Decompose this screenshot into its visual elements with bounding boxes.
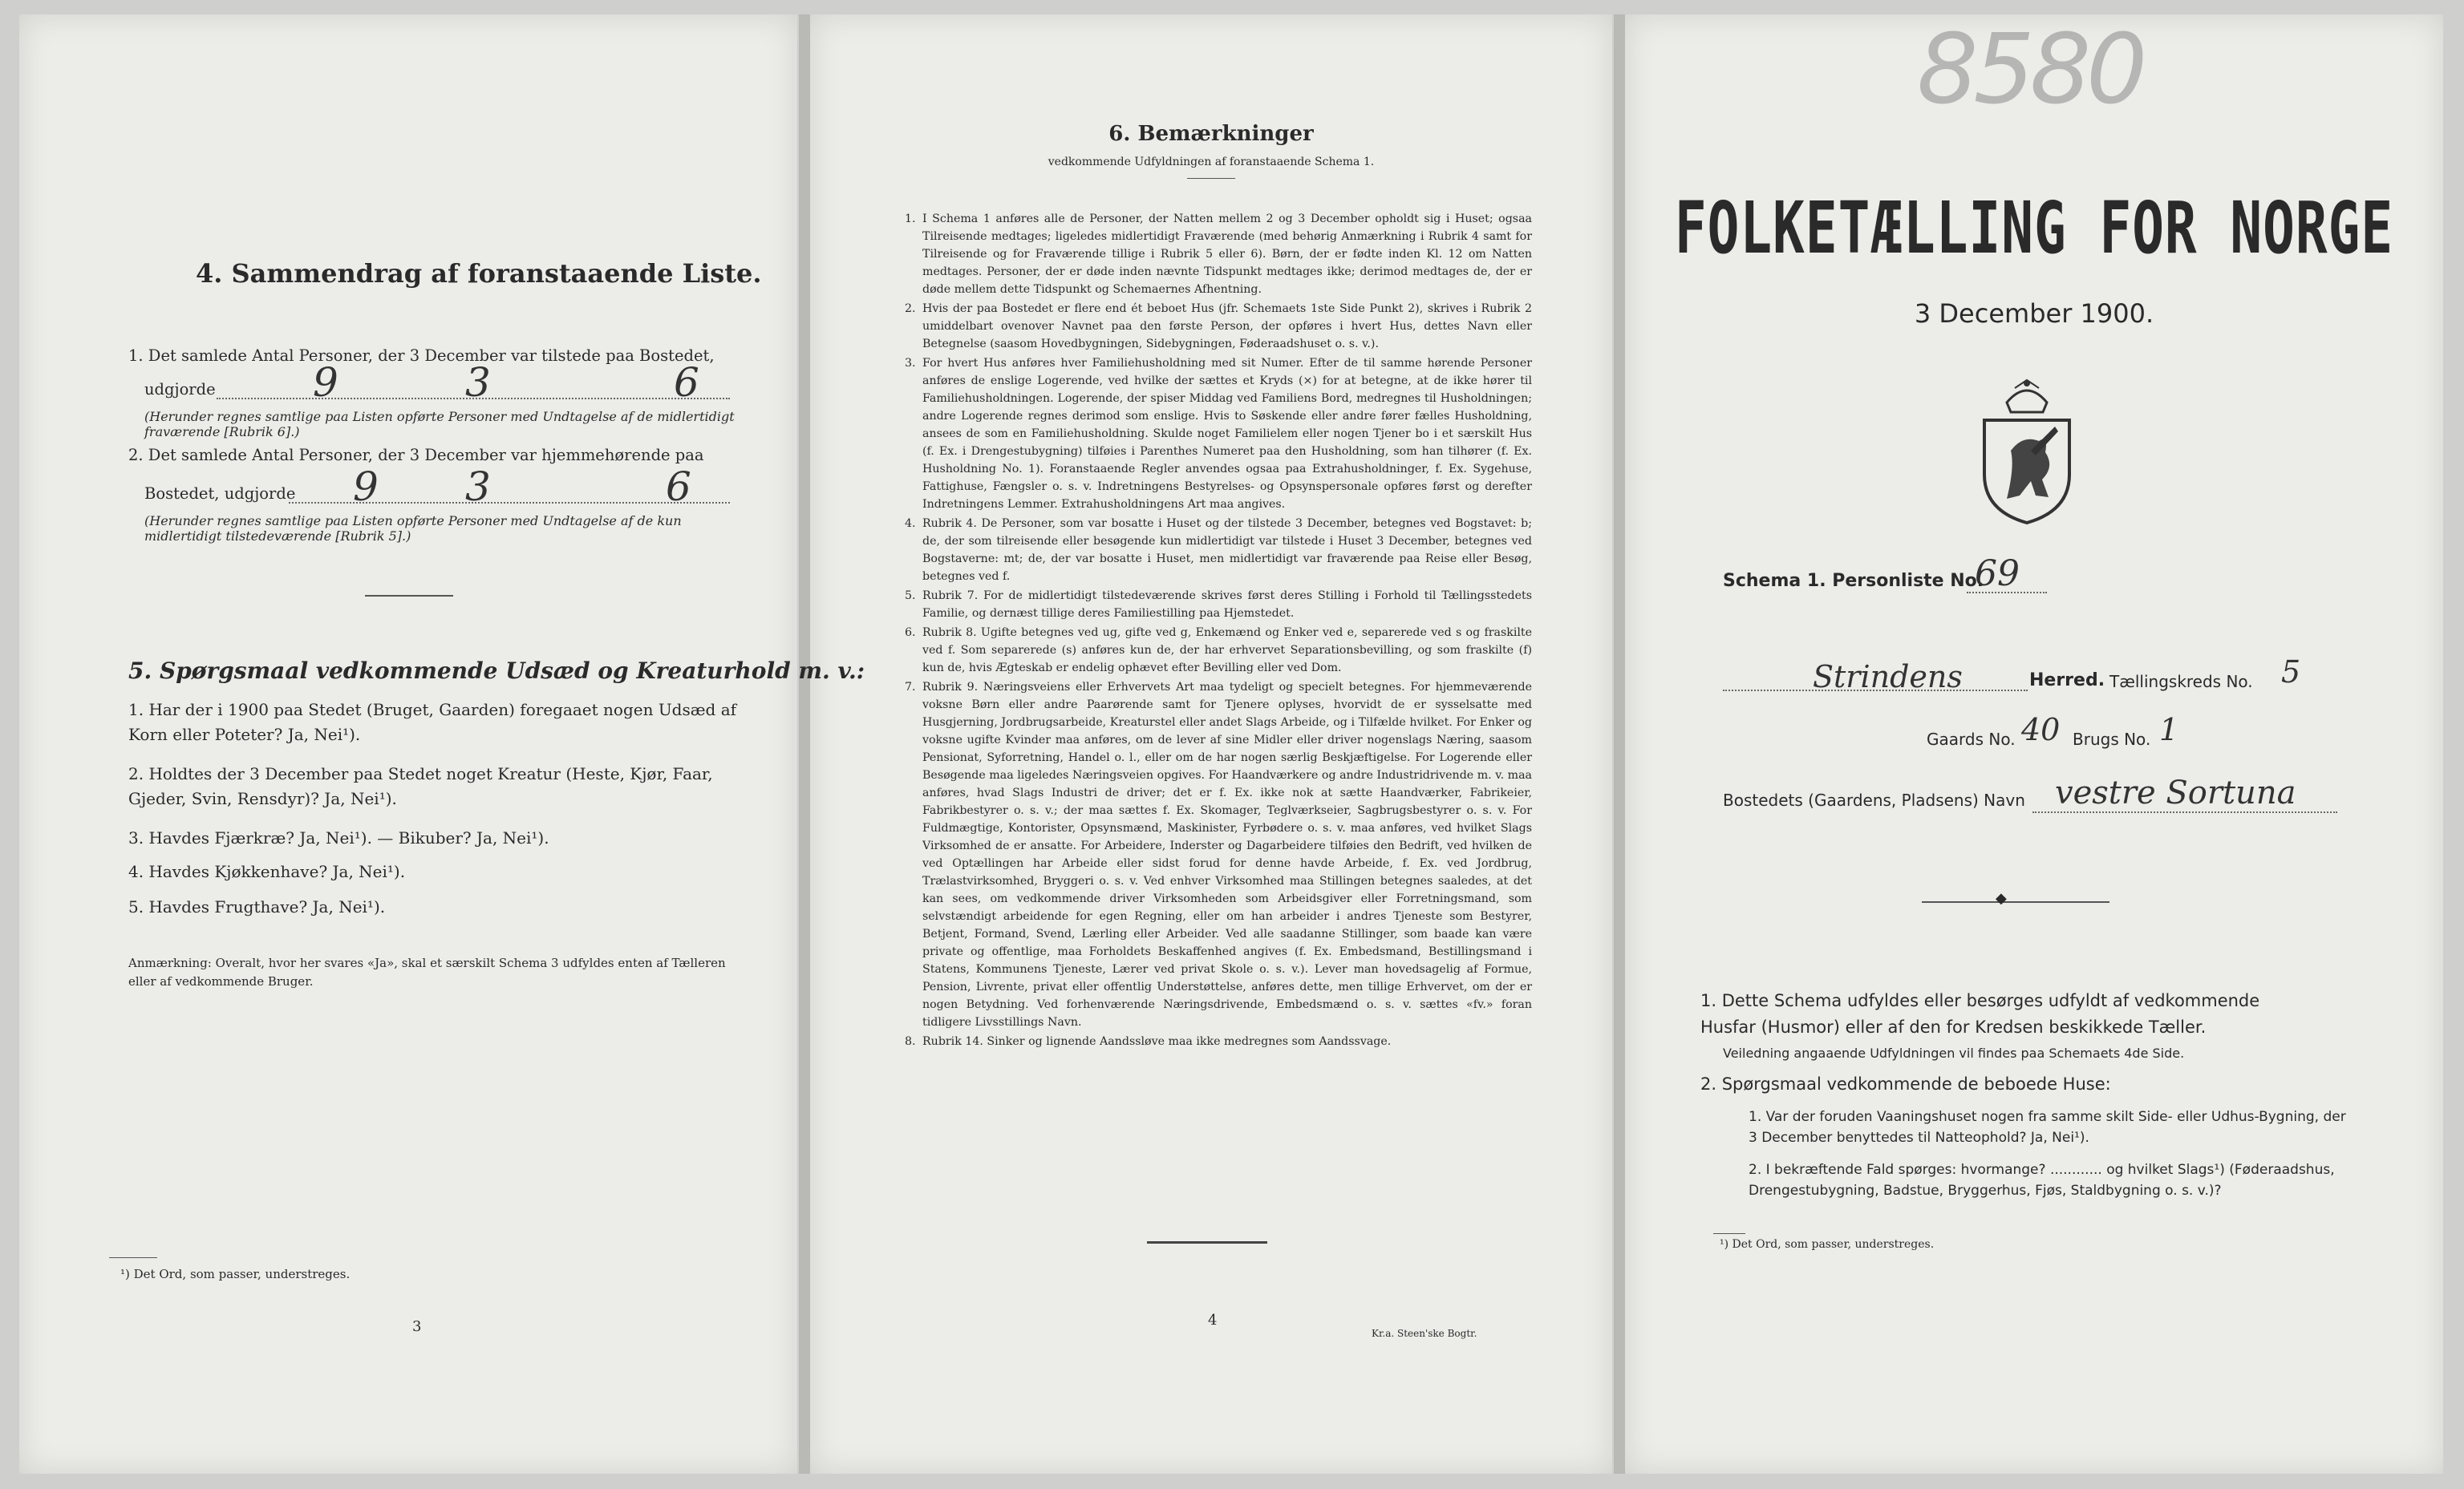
page-gutter	[799, 14, 810, 1474]
remark-item-6: 6. Rubrik 8. Ugifte betegnes ved ug, gifte ved g, Enkemænd og Enker ved e, separerede ved s og fraskilte ved f. Som separerede (s) anføres kun de, der har erhvervet Separationsbevilling, og som fraskilte (f) kun de, hvis Ægteskab er endelig ophævet efter Bevilling eller ved Dom.	[905, 626, 1532, 674]
page-number-3: 3	[412, 1318, 422, 1335]
instruction-2: 2. Spørgsmaal vedkommende de beboede Huse:	[1700, 1074, 2111, 1094]
brugs-value: 1	[2159, 712, 2179, 747]
page1-footnote-rule	[1713, 1233, 1745, 1234]
remark: Anmærkning: Overalt, hvor her svares «Ja», skal et særskilt Schema 3 udfyldes enten af Tælleren eller af vedkommende Bruger.	[128, 956, 726, 989]
page1-rule-right	[2021, 901, 2109, 903]
remark-item-1: 1. I Schema 1 anføres alle de Personer, der Natten mellem 2 og 3 December opholdt sig i Huset; ogsaa Tilreisende medtages; ligeledes midlertidigt Fraværende (med behørig Anmærkning i Rubrik 4 samt for Tilreisende og for Fraværende tillige i Rubrik 5 eller 6). Børn, der er fødte inden Kl. 12 om Natten medtages. Personer, der er døde inden nævnte Tidspunkt medtages ikke; derimod medtages de, der er døde mellem dette Tidspunkt og Schemaernes Afhentning.	[905, 212, 1532, 296]
herred-value: Strindens	[1813, 659, 1963, 694]
herred-label: Herred.	[2029, 670, 2105, 690]
question-5: 5. Havdes Frugthave? Ja, Nei¹).	[128, 897, 386, 916]
register-number: 8580	[1917, 14, 2143, 126]
item2-line-a: 2. Det samlede Antal Personer, der 3 December var hjemmehørende paa	[128, 446, 704, 464]
separator-rule	[365, 595, 453, 597]
printer-mark: Kr.a. Steen'ske Bogtr.	[1372, 1328, 1477, 1339]
question-3: 3. Havdes Fjærkræ? Ja, Nei¹). — Bikuber? Ja, Nei¹).	[128, 828, 549, 848]
item1-line-b: udgjorde	[144, 380, 216, 399]
item1-value-2: 3	[465, 359, 491, 406]
remark-item-3: 3. For hvert Hus anføres hver Familiehusholdning med sit Numer. Efter de til samme hørende Personer anføres de enslige Logerende, ved hvilke der sættes et Kryds (×) for at betegne, at de ikke hører til Familiehusholdningen. Logerende, der spiser Middag ved Familiens Bord, medregnes til Husholdningen; andre Logerende regnes derimod som enslige. Hvis to Søskende eller andre fører fælles Husholdning, ansees de som en Familiehusholdning. Skulde noget Familielem eller nogen Tjener bo i et særskilt Hus (f. Ex. i Drengestubygning) tilføies i Parenthes Numeret paa den Husholdning, som han tilhører (f. Ex. Husholdning No. 1). Foranstaaende Regler anvendes ogsaa paa Extrahusholdninger, f. Ex. Sygehuse, Fattighuse, Fængsler o. s. v. Indretningens Bestyrelses- og Opsynspersonale opføres først og derefter Indretningens Lemmer. Extrahusholdningens Art maa angives.	[905, 357, 1532, 511]
section-4-heading: 4. Sammendrag af foranstaaende Liste.	[196, 258, 762, 289]
item1-line-a: 1. Det samlede Antal Personer, der 3 December var tilstede paa Bostedet,	[128, 346, 715, 365]
page-number-4: 4	[1208, 1312, 1218, 1329]
footnote: ¹) Det Ord, som passer, understreges.	[120, 1267, 351, 1281]
end-rule	[1147, 1241, 1267, 1244]
remark-item-7: 7. Rubrik 9. Næringsveiens eller Erhvervets Art maa tydeligt og specielt betegnes. For hjemmeværende voksne Børn eller andre Paarørende samt for Tjenere oplyses, hvorvidt de er sysselsatte med Husgjerning, Jordbrugsarbeide, Kreaturstel eller andet Slags Arbeide, og i Tilfælde hvilket. For Enker og voksne ugifte Kvinder maa anføres, om de lever af sine Midler eller driver nogenslags Næring, saasom Pensionat, Syforretning, Handel o. l., eller om de har nogen særlig Beskjæftigelse. For Logerende eller Besøgende maa ligeledes Næringsveien opgives. For Haandværkere og andre Industridrivende m. v. maa anføres, hvad Slags Industri de driver; det er f. Ex. ikke nok at sætte Haandværker, Fabrikeier, Fabrikbestyrer o. s. v.; der maa sættes f. Ex. Skomager, Teglværkseier, Sagbrugsbestyrer o. s. v. For Fuldmægtige, Kontorister, Opsynsmænd, Maskinister, Fyrbødere o. s. v. maa anføres, ved hvilket Slags Virksomhed de er ansatte. For Arbeidere, Inderster og Dagarbeidere tilføies den Bedrift, ved hvilken de ved Optællingen har Arbeide eller sidst forud for denne havde Arbeide, f. Ex. ved Jordbrug, Trælastvirksomhed, Bryggeri o. s. v. Ved enhver Virksomhed maa Stillingen betegnes saaledes, at det kan sees, om vedkommende driver Virksomheden som Arbeidsgiver eller Forretningsmand, som selvstændigt arbeidende for egen Regning, eller om han arbeider i andres Tjeneste som Bestyrer, Betjent, Formand, Svend, Lærling eller Arbeider. Ved alle saadanne Stillinger, som baade kan være private og offentlige, maa Forholdets Beskaffenhed angives (f. Ex. Embedsmand, Bestillingsmand i Statens, Kommunens Tjeneste, Lærer ved privat Skole o. s. v.). Lever man hovedsagelig af Formue, Pension, Livrente, privat eller offentlig Understøttelse, anføres dette, men tillige Erhvervet, om der er nogen Betydning. Ved forhenværende Næringsdrivende, Embedsmænd o. s. v. sættes «fv.» foran tidligere Livsstillings Navn.	[905, 681, 1532, 1029]
bosted-fill-line	[2032, 811, 2337, 813]
question-4: 4. Havdes Kjøkkenhave? Ja, Nei¹).	[128, 862, 406, 881]
footnote-rule	[109, 1257, 157, 1258]
item2-line-b: Bostedet, udgjorde	[144, 484, 296, 503]
instruction-1: 1. Dette Schema udfyldes eller besørges udfyldt af vedkommende Husfar (Husmor) eller af den for Kredsen beskikkede Tæller.	[1700, 991, 2260, 1037]
remark-item-4: 4. Rubrik 4. De Personer, som var bosatte i Huset og der tilstede 3 December, betegnes ved Bogstavet: b; de, der som tilreisende eller besøgende kun midlertidigt var tilstede i Huset 3 December, betegnes ved Bogstaverne: mt; de, der var bosatte i Huset, men midlertidigt var fraværende paa Reise eller Besøg, betegnes ved f.	[905, 517, 1532, 583]
schema-label: Schema 1. Personliste No.	[1723, 571, 1984, 591]
item1-value-1: 9	[313, 359, 338, 406]
page-gutter	[1614, 14, 1625, 1474]
item2-value-3: 6	[666, 463, 691, 510]
page1-footnote: ¹) Det Ord, som passer, understreges.	[1720, 1238, 1935, 1251]
census-date: 3 December 1900.	[1914, 298, 2154, 329]
remark-item-8: 8. Rubrik 14. Sinker og lignende Aandssløve maa ikke medregnes som Aandssvage.	[905, 1035, 1392, 1048]
instruction-1-note: Veiledning angaaende Udfyldningen vil findes paa Schemaets 4de Side.	[1723, 1046, 2185, 1061]
schema-value: 69	[1975, 553, 2020, 594]
gaards-value: 40	[2021, 712, 2061, 747]
item2-note: (Herunder regnes samtlige paa Listen opførte Personer med Undtagelse af de kun midlertidigt tilstedeværende [Rubrik 5].)	[144, 513, 682, 544]
item1-value-3: 6	[674, 359, 699, 406]
item2-value-2: 3	[465, 463, 491, 510]
section-6-subheading: vedkommende Udfyldningen af foranstaaende Schema 1.	[1048, 156, 1375, 168]
remarks-list	[905, 210, 1532, 1052]
question-1: 1. Har der i 1900 paa Stedet (Bruget, Gaarden) foregaaet nogen Udsæd af Korn eller Poteter? Ja, Nei¹).	[128, 700, 737, 744]
heading-rule	[1187, 178, 1235, 179]
brugs-label: Brugs No.	[2073, 730, 2151, 749]
section-5-heading: 5. Spørgsmaal vedkommende Udsæd og Kreaturhold m. v.:	[128, 658, 865, 684]
remark-item-2: 2. Hvis der paa Bostedet er flere end ét beboet Hus (jfr. Schemaets 1ste Side Punkt 2), skrives i Rubrik 2 umiddelbart ovenover Navnet paa den første Person, der opføres i hvert Hus, dettes Navn eller Betegnelse (saasom Hovedbygningen, Sidebygningen, Føderaadshuset o. s. v.).	[905, 302, 1532, 350]
kreds-label: Tællingskreds No.	[2109, 672, 2253, 691]
question-2: 2. Holdtes der 3 December paa Stedet noget Kreatur (Heste, Kjør, Faar, Gjeder, Svin, Rensdyr)? Ja, Nei¹).	[128, 764, 713, 808]
census-title: FOLKETÆLLING FOR NORGE	[1674, 186, 2394, 270]
kreds-value: 5	[2281, 654, 2301, 690]
coat-of-arms-icon	[1975, 378, 2079, 526]
item2-value-1: 9	[353, 463, 379, 510]
instruction-2-2: 2. I bekræftende Fald spørges: hvormange? ............ og hvilket Slags¹) (Føderaadshus, Drengestubygning, Badstue, Bryggerhus, Fjøs, Staldbygning o. s. v.)?	[1749, 1162, 2335, 1200]
page1-rule-left	[1922, 901, 2026, 903]
instruction-2-1: 1. Var der foruden Vaaningshuset nogen fra samme skilt Side- eller Udhus-Bygning, der 3 December benyttedes til Natteophold? Ja, Nei¹).	[1749, 1109, 2346, 1147]
section-6-heading: 6. Bemærkninger	[1108, 122, 1314, 146]
remark-item-5: 5. Rubrik 7. For de midlertidigt tilstedeværende skrives først deres Stilling i Forhold til Tællingsstedets Familie, og dernæst tillige deres Familiestilling paa Hjemstedet.	[905, 589, 1532, 620]
ornament-icon: ◆	[1996, 890, 2007, 907]
gaards-label: Gaards No.	[1927, 730, 2016, 749]
bosted-label: Bostedets (Gaardens, Pladsens) Navn	[1723, 791, 2025, 810]
bosted-value: vestre Sortuna	[2055, 775, 2296, 811]
item1-note: (Herunder regnes samtlige paa Listen opførte Personer med Undtagelse af de midlertidigt fraværende [Rubrik 6].)	[144, 409, 735, 439]
